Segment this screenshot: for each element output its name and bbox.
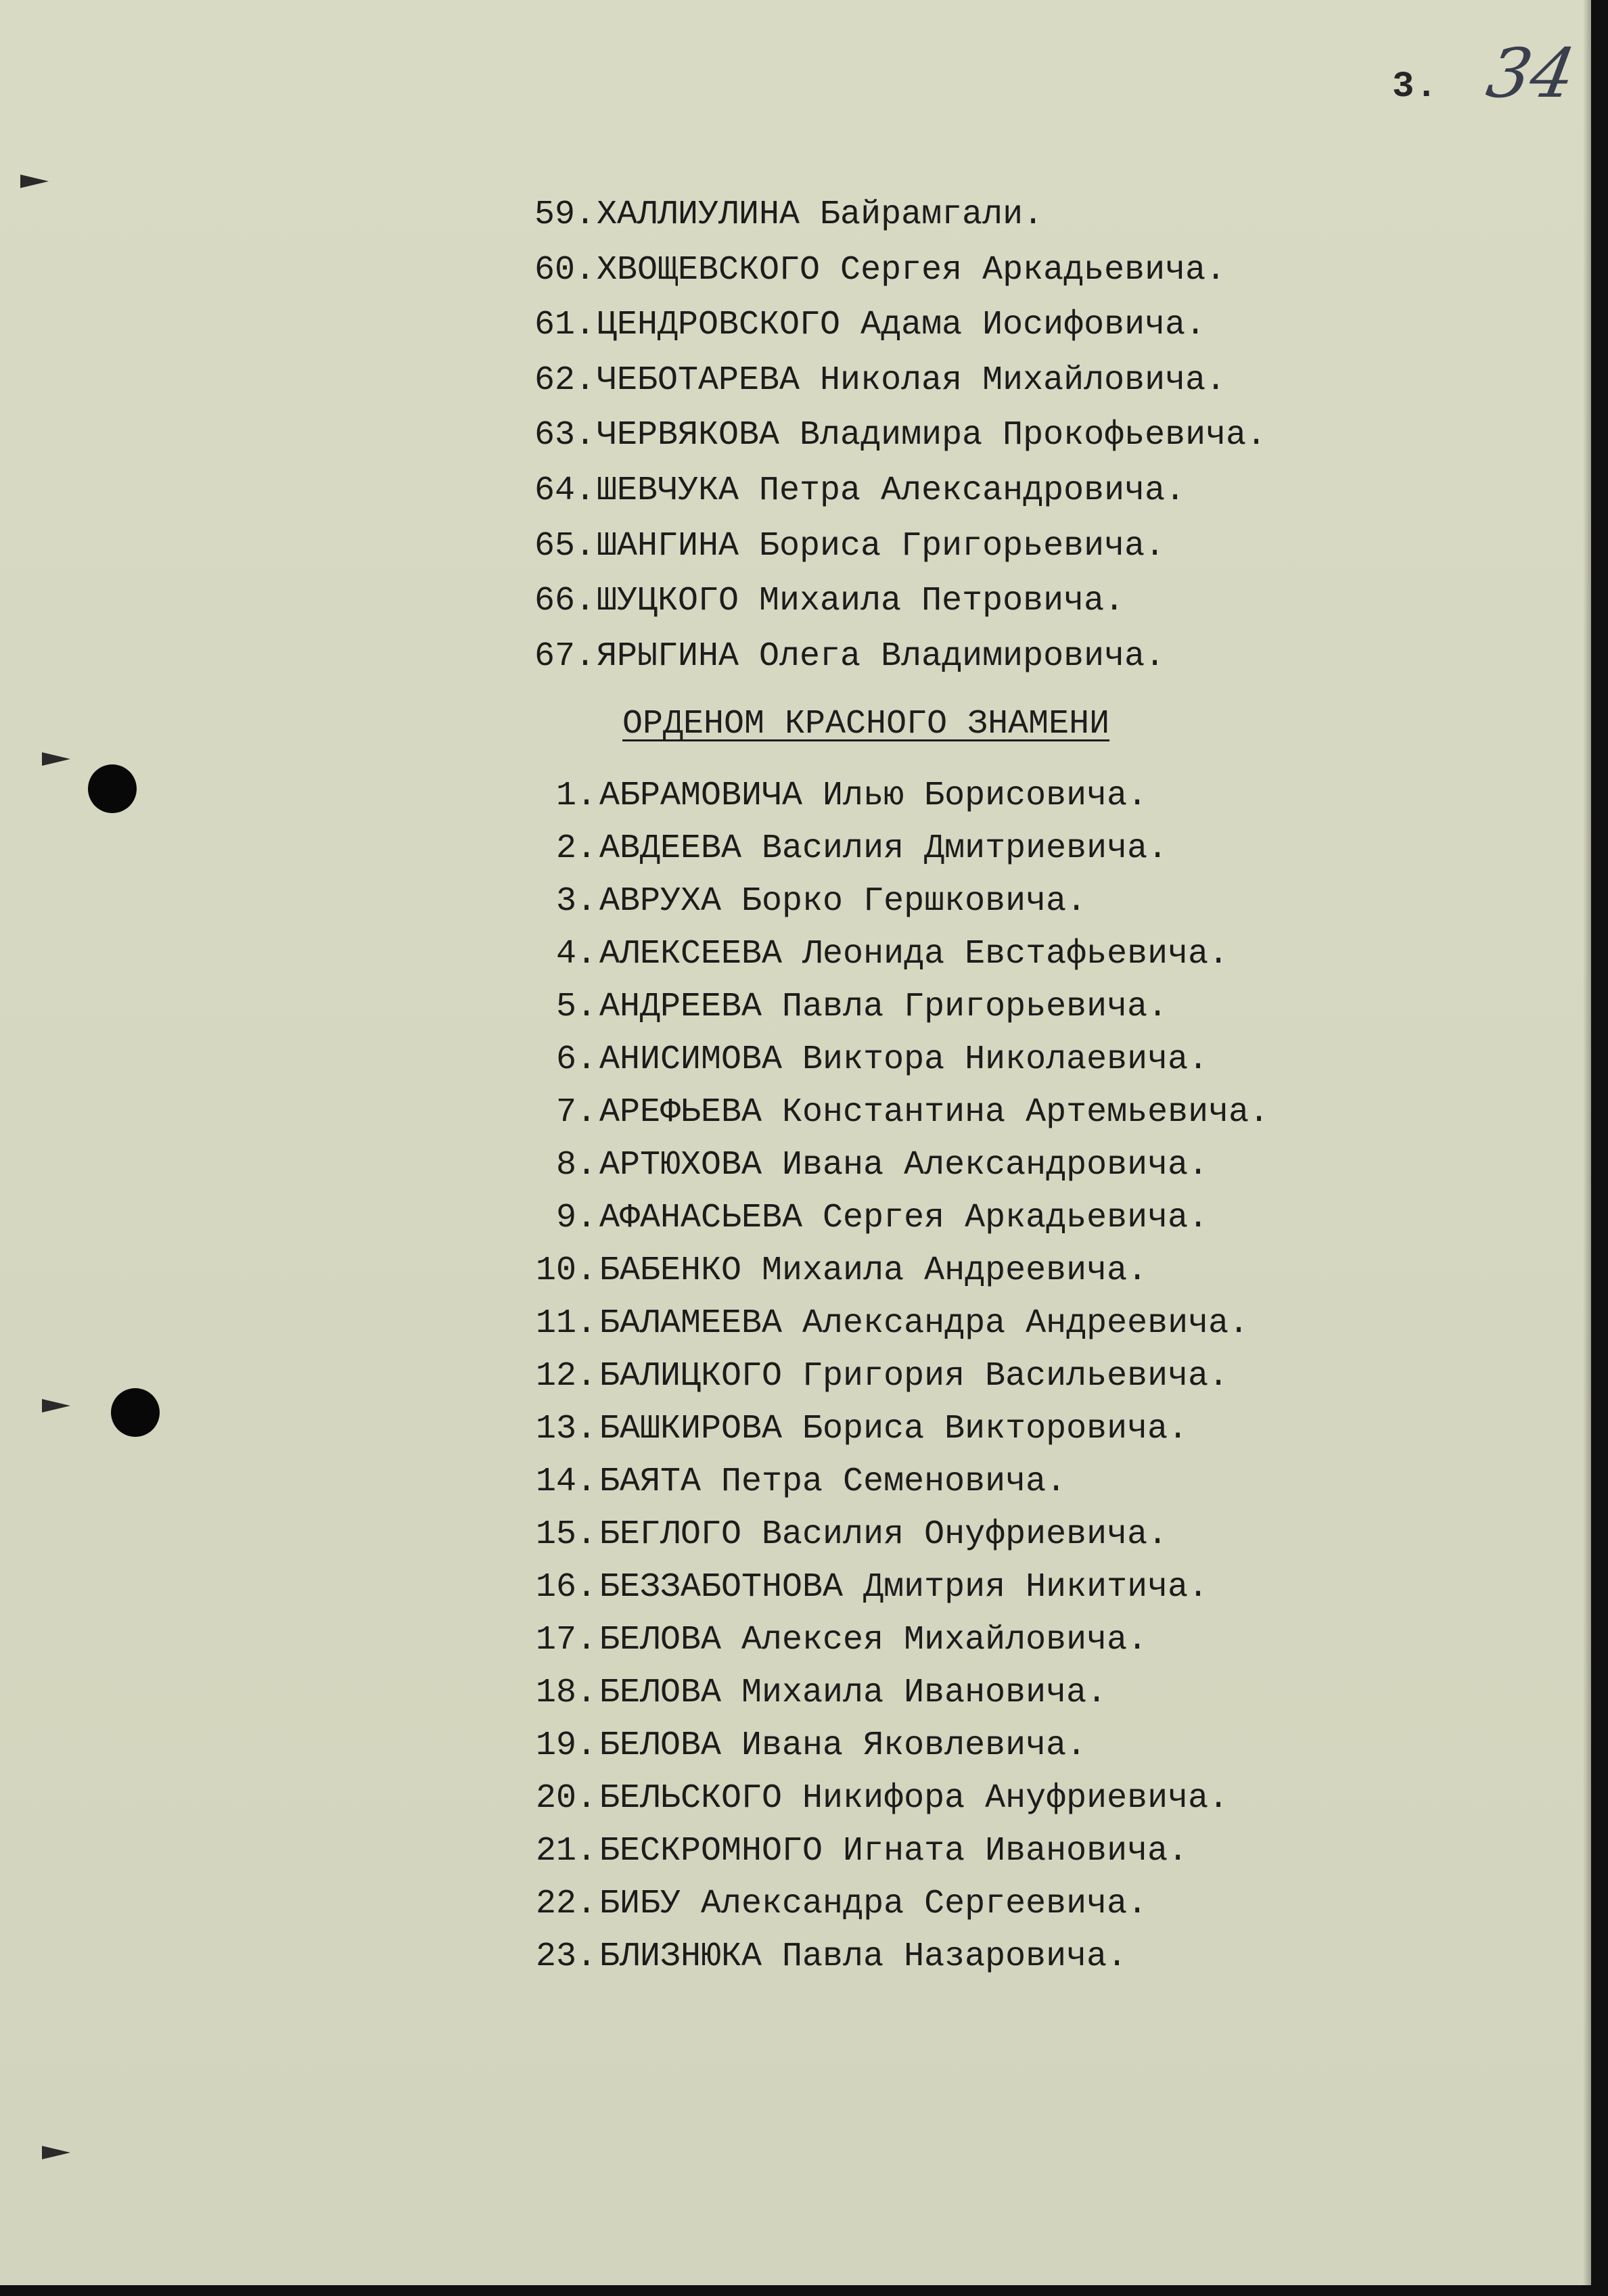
item-number: 3. — [555, 882, 597, 921]
item-name: АВДЕЕВА Василия Дмитриевича. — [599, 829, 1168, 868]
item-name: АРТЮХОВА Ивана Александровича. — [599, 1146, 1209, 1185]
item-number: 19. — [535, 1726, 597, 1765]
item-number: 18. — [535, 1674, 597, 1712]
page-number: 3. — [1392, 66, 1439, 108]
item-number: 2. — [555, 829, 597, 868]
item-number: 6. — [555, 1040, 597, 1079]
item-number: 66. — [534, 582, 595, 621]
item-name: БЕГЛОГО Василия Онуфриевича. — [599, 1515, 1168, 1554]
item-name: БЕСКРОМНОГО Игната Ивановича. — [599, 1832, 1189, 1870]
item-name: ХАЛЛИУЛИНА Байрамгали. — [597, 196, 1044, 234]
item-name: ШАНГИНА Бориса Григорьевича. — [597, 526, 1166, 566]
item-name: АНИСИМОВА Виктора Николаевича. — [599, 1040, 1209, 1079]
item-number: 64. — [534, 472, 595, 510]
item-number: 11. — [535, 1304, 597, 1343]
item-number: 21. — [535, 1832, 597, 1870]
binder-clip-mark-3 — [42, 1399, 70, 1413]
item-name: БАБЕНКО Михаила Андреевича. — [599, 1252, 1148, 1290]
item-name: АБРАМОВИЧА Илью Борисовича. — [599, 777, 1148, 815]
item-number: 4. — [555, 935, 597, 973]
item-number: 61. — [534, 306, 595, 345]
punch-hole-top — [88, 764, 137, 813]
item-name: БЕЛОВА Ивана Яковлевича. — [599, 1726, 1087, 1765]
item-number: 17. — [535, 1621, 597, 1659]
item-name: БЕЛОВА Алексея Михайловича. — [599, 1621, 1148, 1659]
item-name: ЧЕБОТАРЕВА Николая Михайловича. — [597, 361, 1226, 400]
item-number: 1. — [555, 777, 597, 815]
item-name: БЕЗЗАБОТНОВА Дмитрия Никитича. — [599, 1568, 1209, 1607]
item-number: 5. — [555, 988, 597, 1026]
binder-clip-mark-1 — [20, 175, 49, 188]
item-name: БИБУ Александра Сергеевича. — [599, 1885, 1148, 1923]
item-name: БАЛИЦКОГО Григория Васильевича. — [599, 1357, 1229, 1396]
item-name: АРЕФЬЕВА Константина Артемьевича. — [599, 1093, 1270, 1132]
item-name: БАЛАМЕЕВА Александра Андреевича. — [599, 1304, 1249, 1343]
item-number: 62. — [534, 361, 595, 400]
item-name: ЧЕРВЯКОВА Владимира Прокофьевича. — [597, 416, 1267, 455]
item-name: АНДРЕЕВА Павла Григорьевича. — [599, 988, 1168, 1026]
binder-clip-mark-4 — [42, 2146, 70, 2159]
item-number: 14. — [535, 1463, 597, 1501]
item-name: АВРУХА Борко Гершковича. — [599, 882, 1087, 921]
item-name: АФАНАСЬЕВА Сергея Аркадьевича. — [599, 1199, 1209, 1237]
item-name: АЛЕКСЕЕВА Леонида Евстафьевича. — [599, 935, 1229, 973]
item-number: 13. — [535, 1410, 597, 1448]
item-name: ХВОЩЕВСКОГО Сергея Аркадьевича. — [597, 250, 1226, 290]
item-number: 7. — [555, 1093, 597, 1132]
item-number: 9. — [555, 1199, 597, 1237]
item-name: БЕЛОВА Михаила Ивановича. — [599, 1674, 1107, 1712]
item-number: 65. — [534, 526, 595, 566]
item-number: 16. — [535, 1568, 597, 1607]
item-number: 22. — [535, 1885, 597, 1923]
item-number: 8. — [555, 1146, 597, 1185]
item-name: ЦЕНДРОВСКОГО Адама Иосифовича. — [597, 306, 1206, 345]
item-number: 67. — [534, 637, 595, 676]
item-name: БАШКИРОВА Бориса Викторовича. — [599, 1410, 1189, 1448]
item-number: 59. — [534, 196, 595, 234]
punch-hole-bottom — [111, 1388, 160, 1437]
item-name: БЕЛЬСКОГО Никифора Ануфриевича. — [599, 1779, 1229, 1818]
item-name: ШУЦКОГО Михаила Петровича. — [597, 582, 1125, 621]
item-name: БЛИЗНЮКА Павла Назаровича. — [599, 1937, 1128, 1976]
page-edge-shadow — [1583, 0, 1591, 2285]
item-number: 15. — [535, 1515, 597, 1554]
item-number: 63. — [534, 416, 595, 455]
item-name: ШЕВЧУКА Петра Александровича. — [597, 472, 1186, 510]
section-heading: ОРДЕНОМ КРАСНОГО ЗНАМЕНИ — [622, 705, 1110, 743]
item-name: БАЯТА Петра Семеновича. — [599, 1463, 1067, 1501]
item-number: 60. — [534, 250, 595, 290]
item-number: 23. — [535, 1937, 597, 1976]
handwritten-folio-number: 34 — [1481, 34, 1582, 113]
item-number: 20. — [535, 1779, 597, 1818]
binder-clip-mark-2 — [42, 752, 70, 766]
item-number: 12. — [535, 1357, 597, 1396]
item-number: 10. — [535, 1252, 597, 1290]
item-name: ЯРЫГИНА Олега Владимировича. — [597, 637, 1166, 676]
